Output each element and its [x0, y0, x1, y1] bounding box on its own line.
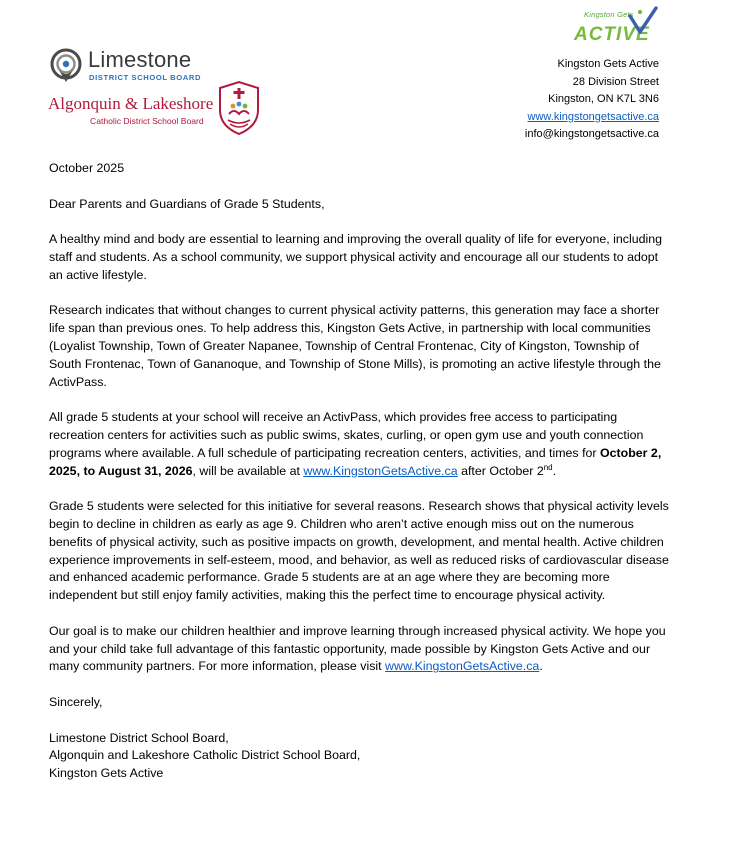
letter-body — [49, 160, 669, 783]
letter-salutation: Dear Parents and Guardians of Grade 5 Students, — [49, 196, 325, 211]
sender-address — [525, 56, 659, 144]
kga-logo-active-text: ACTIVE — [574, 24, 650, 45]
kga-logo — [566, 6, 664, 50]
address-org: Kingston Gets Active — [557, 58, 659, 70]
kga-website-link-2[interactable]: www.KingstonGetsActive.ca — [385, 659, 540, 674]
signatory-2: Algonquin and Lakeshore Catholic District School Board, — [49, 748, 361, 763]
paragraph-4: Grade 5 students were selected for this initiative for several reasons. Research shows that physical activity levels begin to decline in children as early as age 9. Children who aren’t active enough miss out on the numerous benefits of physical activity, such as positive impacts on growth, development, and mental health. Active children experience improvements in self-esteem, mood, and behavior, as well as reduced risks of cardiovascular disease and enhanced academic performance. Grade 5 students are at an age where they are becoming more independent but still enjoy family activities, making this the perfect time to encourage physical activity. — [49, 499, 669, 603]
paragraph-5 — [49, 623, 669, 676]
kga-website-link[interactable]: www.KingstonGetsActive.ca — [303, 463, 458, 478]
address-street: 28 Division Street — [572, 75, 659, 88]
schedule-dates: October 2, 2025, to August 31, 2026 — [49, 445, 662, 478]
address-email: info@kingstongetsactive.ca — [524, 128, 659, 140]
alcdsb-crest-icon — [216, 80, 262, 136]
letter-closing: Sincerely, — [49, 694, 103, 709]
paragraph-5-end: . — [539, 659, 543, 674]
alcdsb-name: Algonquin & Lakeshore — [48, 94, 214, 113]
kga-swoosh-icon — [626, 6, 658, 36]
paragraph-3 — [49, 409, 669, 480]
limestone-mark-icon — [50, 48, 84, 84]
limestone-name: Limestone — [88, 47, 192, 72]
alcdsb-subtitle: Catholic District School Board — [90, 116, 204, 126]
paragraph-3-text: All grade 5 students at your school will receive an ActivPass, which provides free access to participating recreation centers for activities such as public swims, skates, curling, or open gym use and youth connection programs where available. A full schedule of participating recreation centers, activities, and times for — [49, 410, 644, 460]
paragraph-3-after: after October 2 — [457, 463, 544, 478]
address-city: Kingston, ON K7L 3N6 — [548, 93, 659, 105]
address-website-link[interactable]: www.kingstongetsactive.ca — [527, 110, 659, 123]
kga-logo-small-text: Kingston Gets — [584, 10, 634, 19]
letter-date: October 2025 — [49, 161, 125, 175]
signatory-3: Kingston Gets Active — [49, 766, 164, 781]
limestone-subtitle: DISTRICT SCHOOL BOARD — [89, 73, 202, 82]
signatory-1: Limestone District School Board, — [49, 730, 229, 745]
paragraph-1: A healthy mind and body are essential to learning and improving the overall quality of life for everyone, including staff and students. As a school community, we support physical activity and encourage all our students to adopt an active lifestyle. — [49, 232, 663, 282]
alcdsb-logo — [48, 80, 263, 136]
ordinal-suffix: nd — [543, 462, 553, 472]
paragraph-5-text: Our goal is to make our children healthier and improve learning through increased physical activity. We hope you and your child take full advantage of this fantastic opportunity, made possible by Kingston Gets Active and our many community partners. For more information, please visit — [49, 623, 666, 674]
paragraph-3-middle: , will be available at — [192, 463, 304, 478]
paragraph-2: Research indicates that without changes to current physical activity patterns, this generation may face a shorter life span than previous ones. To help address this, Kingston Gets Active, in partnership with local communities (Loyalist Township, Town of Greater Napanee, Township of Central Frontenac, City of Kingston, Township of South Frontenac, Town of Gananoque, and Township of Stone Mills), is promoting an active lifestyle through the ActivPass. — [49, 303, 661, 389]
paragraph-3-end: . — [552, 463, 557, 478]
